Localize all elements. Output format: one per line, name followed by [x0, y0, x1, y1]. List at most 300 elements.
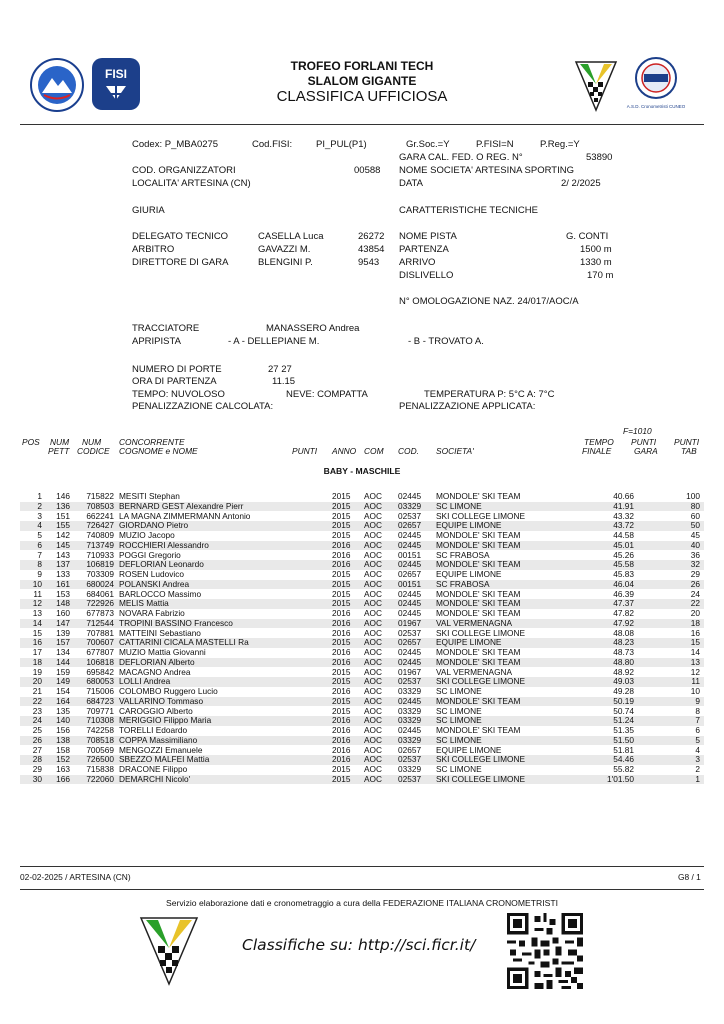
cell-societa: MONDOLE' SKI TEAM	[436, 598, 521, 609]
title-line3: CLASSIFICA UFFICIOSA	[276, 88, 448, 105]
cell-pos: 15	[32, 627, 42, 638]
cell-pett: 166	[56, 773, 70, 784]
cell-codice: 703309	[86, 569, 114, 579]
cell-tempo: 45.26	[613, 549, 634, 560]
delegato-name: CASELLA Luca	[258, 231, 324, 242]
cell-pett: 156	[56, 725, 70, 735]
cell-societa: MONDOLE' SKI TEAM	[436, 695, 521, 706]
cell-com: AOC	[364, 569, 382, 579]
cell-cod: 02657	[398, 744, 422, 755]
cell-punti-tab: 100	[686, 491, 700, 501]
cell-punti-tab: 12	[690, 666, 700, 677]
cell-anno: 2015	[332, 530, 351, 540]
cell-codice: 684061	[86, 588, 114, 599]
cell-pos: 5	[37, 530, 42, 540]
cell-pos: 13	[32, 608, 42, 618]
cell-anno: 2016	[332, 715, 351, 726]
cell-concorrente: BARLOCCO Massimo	[119, 588, 202, 599]
cell-codice: 695842	[86, 666, 114, 677]
cell-punti-tab: 10	[690, 686, 700, 696]
ficr-logo	[574, 58, 618, 112]
cell-pett: 154	[56, 686, 70, 696]
apripista-b: - B - TROVATO A.	[408, 336, 484, 347]
category-title: BABY - MASCHILE	[323, 466, 401, 476]
cell-concorrente: DEMARCHI Nicolo'	[119, 773, 191, 784]
cell-anno: 2016	[332, 754, 351, 765]
cell-pett: 137	[56, 559, 70, 570]
cell-cod: 02445	[398, 608, 422, 618]
cell-pos: 26	[32, 734, 42, 745]
cell-societa: MONDOLE' SKI TEAM	[436, 559, 521, 570]
cell-punti-tab: 22	[690, 598, 700, 609]
cell-cod: 00151	[398, 549, 422, 560]
cell-com: AOC	[364, 559, 382, 570]
cell-codice: 722926	[86, 598, 114, 609]
caratteristiche-heading: CARATTERISTICHE TECNICHE	[399, 205, 538, 216]
cell-tempo: 50.19	[613, 695, 634, 706]
cell-com: AOC	[364, 734, 382, 745]
cell-cod: 02445	[398, 588, 422, 599]
penalizzazione-calcolata: PENALIZZAZIONE CALCOLATA:	[132, 401, 274, 412]
nome-societa: NOME SOCIETA' ARTESINA SPORTING	[399, 165, 574, 176]
cell-anno: 2015	[332, 705, 351, 716]
cell-punti-tab: 4	[695, 744, 700, 755]
temperatura: TEMPERATURA P: 5°C A: 7°C	[424, 389, 555, 400]
table-row	[20, 736, 704, 746]
cell-tempo: 49.28	[613, 686, 634, 696]
cell-societa: EQUIPE LIMONE	[436, 569, 502, 579]
cell-cod: 03329	[398, 705, 422, 716]
cell-pett: 140	[56, 715, 70, 726]
cell-com: AOC	[364, 744, 382, 755]
cell-concorrente: ROCCHIERI Alessandro	[119, 539, 209, 550]
cell-pett: 144	[56, 656, 70, 667]
cell-pos: 22	[32, 695, 42, 706]
cell-pos: 10	[32, 578, 42, 589]
cell-pos: 18	[32, 656, 42, 667]
cell-concorrente: POLANSKI Andrea	[119, 578, 190, 589]
cell-tempo: 50.74	[613, 705, 634, 716]
cell-com: AOC	[364, 539, 382, 550]
cell-tempo: 44.58	[613, 530, 634, 540]
cell-com: AOC	[364, 627, 382, 638]
classifiche-link[interactable]: Classifiche su: http://sci.ficr.it/	[242, 936, 476, 954]
cell-societa: SC LIMONE	[436, 705, 482, 716]
cell-pos: 28	[32, 754, 42, 765]
cell-concorrente: BERNARD GEST Alexandre Pierr	[119, 500, 244, 511]
cell-concorrente: SBEZZO MALFEI Mattia	[119, 754, 210, 765]
cell-punti-tab: 9	[695, 695, 700, 706]
cell-punti-tab: 16	[690, 627, 700, 638]
cell-anno: 2015	[332, 773, 351, 784]
cell-anno: 2016	[332, 549, 351, 560]
cell-pos: 24	[32, 715, 42, 726]
cell-com: AOC	[364, 656, 382, 667]
cell-pett: 151	[56, 510, 70, 521]
nome-pista-label: NOME PISTA	[399, 231, 457, 242]
cell-anno: 2016	[332, 734, 351, 745]
cell-societa: SC FRABOSA	[436, 578, 490, 589]
table-row	[20, 541, 704, 551]
cell-codice: 684723	[86, 695, 114, 706]
cell-com: AOC	[364, 549, 382, 560]
cell-concorrente: MATTEINI Sebastiano	[119, 627, 201, 638]
cell-cod: 02537	[398, 627, 422, 638]
cell-pos: 17	[32, 647, 42, 657]
cell-punti-tab: 50	[690, 520, 700, 531]
cell-punti-tab: 26	[690, 578, 700, 589]
apripista-label: APRIPISTA	[132, 336, 181, 347]
cell-anno: 2016	[332, 656, 351, 667]
cell-cod: 02657	[398, 569, 422, 579]
localita: LOCALITA' ARTESINA (CN)	[132, 178, 251, 189]
cell-codice: 708503	[86, 500, 114, 511]
gara-cal-label: GARA CAL. FED. O REG. N°	[399, 152, 523, 163]
cell-cod: 03329	[398, 686, 422, 696]
cell-societa: SC LIMONE	[436, 734, 482, 745]
cell-anno: 2015	[332, 666, 351, 677]
cell-codice: 710933	[86, 549, 114, 560]
cell-com: AOC	[364, 530, 382, 540]
cell-punti-tab: 14	[690, 647, 700, 657]
header-punti-gara: PUNTI	[631, 437, 657, 447]
cell-tempo: 46.04	[613, 578, 634, 589]
delegato-code: 26272	[358, 231, 385, 242]
cod-org-label: COD. ORGANIZZATORI	[132, 165, 236, 176]
cell-com: AOC	[364, 754, 382, 765]
cell-tempo: 47.92	[613, 617, 634, 628]
cell-com: AOC	[364, 510, 382, 521]
footer-rule	[20, 866, 704, 867]
cod-org-value: 00588	[354, 165, 381, 176]
cell-pos: 25	[32, 725, 42, 735]
direttore-code: 9543	[358, 257, 380, 268]
cell-societa: SC FRABOSA	[436, 549, 490, 560]
cell-com: AOC	[364, 773, 382, 784]
cell-codice: 713749	[86, 539, 114, 550]
cell-concorrente: GIORDANO Pietro	[119, 520, 189, 531]
table-row	[20, 619, 704, 629]
table-row	[20, 697, 704, 707]
qr-code-icon[interactable]	[507, 913, 583, 989]
cell-cod: 02445	[398, 530, 422, 540]
cell-anno: 2015	[332, 520, 351, 531]
footer-date-place: 02-02-2025 / ARTESINA (CN)	[20, 872, 131, 882]
cell-cod: 02657	[398, 637, 422, 648]
cell-codice: 715006	[86, 686, 114, 696]
cell-punti-tab: 45	[690, 530, 700, 540]
p-reg: P.Reg.=Y	[540, 139, 580, 150]
cell-com: AOC	[364, 520, 382, 531]
cell-concorrente: CATTARINI CICALA MASTELLI Ra	[119, 637, 249, 648]
cell-com: AOC	[364, 588, 382, 599]
cell-anno: 2016	[332, 686, 351, 696]
table-row	[20, 775, 704, 785]
cell-tempo: 45.01	[613, 539, 634, 550]
cell-pett: 136	[56, 500, 70, 511]
cell-anno: 2016	[332, 725, 351, 735]
cell-cod: 02657	[398, 520, 422, 531]
cell-cod: 02445	[398, 656, 422, 667]
header-finale: FINALE	[582, 446, 612, 456]
cell-com: AOC	[364, 676, 382, 687]
dislivello-value: 170 m	[587, 270, 614, 281]
cell-societa: SC LIMONE	[436, 715, 482, 726]
cell-tempo: 48.73	[613, 647, 634, 657]
cell-cod: 03329	[398, 734, 422, 745]
direttore-name: BLENGINI P.	[258, 257, 313, 268]
cell-pett: 157	[56, 637, 70, 648]
cell-punti-tab: 7	[695, 715, 700, 726]
cell-com: AOC	[364, 695, 382, 706]
cell-pett: 138	[56, 734, 70, 745]
cell-societa: MONDOLE' SKI TEAM	[436, 491, 521, 501]
cell-tempo: 51.35	[613, 725, 634, 735]
cell-com: AOC	[364, 666, 382, 677]
cell-anno: 2015	[332, 510, 351, 521]
codex: Codex: P_MBA0275	[132, 139, 219, 150]
cell-tempo: 55.82	[613, 764, 634, 774]
cell-tempo: 43.32	[613, 510, 634, 521]
cell-anno: 2015	[332, 578, 351, 589]
cell-pett: 147	[56, 617, 70, 628]
cell-anno: 2015	[332, 500, 351, 511]
cell-tempo: 47.37	[613, 598, 634, 609]
cell-com: AOC	[364, 764, 382, 774]
cell-concorrente: VALLARINO Tommaso	[119, 695, 204, 706]
cell-pos: 2	[37, 500, 42, 511]
dislivello-label: DISLIVELLO	[399, 270, 454, 281]
data-label: DATA	[399, 178, 423, 189]
partenza-label: PARTENZA	[399, 244, 449, 255]
cell-pos: 7	[37, 549, 42, 560]
cell-concorrente: LA MAGNA ZIMMERMANN Antonio	[119, 510, 251, 521]
table-row	[20, 580, 704, 590]
cell-societa: SC LIMONE	[436, 686, 482, 696]
table-row	[20, 658, 704, 668]
header-concorrente: CONCORRENTE	[119, 437, 185, 447]
cell-pett: 160	[56, 608, 70, 618]
cell-tempo: 48.92	[613, 666, 634, 677]
cell-codice: 106818	[86, 656, 114, 667]
header-pett: PETT	[48, 446, 70, 456]
title-line2: SLALOM GIGANTE	[307, 74, 417, 88]
tracciatore-label: TRACCIATORE	[132, 323, 200, 334]
cell-pos: 12	[32, 598, 42, 609]
arrivo-value: 1330 m	[580, 257, 612, 268]
cell-concorrente: MESITI Stephan	[119, 491, 180, 501]
ora-value: 11.15	[272, 376, 296, 387]
cell-punti-tab: 5	[695, 734, 700, 745]
header-num: NUM	[50, 437, 70, 447]
omologazione: N° OMOLOGAZIONE NAZ. 24/017/AOC/A	[399, 296, 579, 307]
cell-pos: 16	[32, 637, 42, 648]
cell-anno: 2015	[332, 588, 351, 599]
cell-societa: SC LIMONE	[436, 764, 482, 774]
cell-tempo: 49.03	[613, 676, 634, 687]
cell-societa: SC LIMONE	[436, 500, 482, 511]
cell-anno: 2016	[332, 744, 351, 755]
cell-societa: VAL VERMENAGNA	[436, 617, 513, 628]
cell-societa: VAL VERMENAGNA	[436, 666, 513, 677]
cell-com: AOC	[364, 715, 382, 726]
cell-pett: 133	[56, 569, 70, 579]
cell-societa: SKI COLLEGE LIMONE	[436, 754, 525, 765]
cell-anno: 2015	[332, 598, 351, 609]
cell-societa: SKI COLLEGE LIMONE	[436, 627, 525, 638]
cell-punti-tab: 60	[690, 510, 700, 521]
cell-pos: 23	[32, 705, 42, 716]
cell-com: AOC	[364, 598, 382, 609]
cell-codice: 740809	[86, 530, 114, 540]
cell-pos: 6	[37, 539, 42, 550]
cell-codice: 677873	[86, 608, 114, 618]
cell-codice: 700569	[86, 744, 114, 755]
gr-soc: Gr.Soc.=Y	[406, 139, 450, 150]
cell-cod: 02445	[398, 695, 422, 706]
cell-codice: 680024	[86, 578, 114, 589]
cell-tempo: 41.91	[613, 500, 634, 511]
cod-fisi-value: PI_PUL(P1)	[316, 139, 367, 150]
cell-cod: 02537	[398, 676, 422, 687]
cell-pett: 146	[56, 491, 70, 501]
cell-pett: 163	[56, 764, 70, 774]
cell-com: AOC	[364, 500, 382, 511]
cell-tempo: 40.66	[613, 491, 634, 501]
cell-cod: 02445	[398, 559, 422, 570]
cell-societa: MONDOLE' SKI TEAM	[436, 530, 521, 540]
cell-tempo: 51.81	[613, 744, 634, 755]
cell-anno: 2015	[332, 491, 351, 501]
cell-codice: 715822	[86, 491, 114, 501]
cod-fisi-label: Cod.FISI:	[252, 139, 293, 150]
p-fisi: P.FISI=N	[476, 139, 514, 150]
tempo-meteo: TEMPO: NUVOLOSO	[132, 389, 225, 400]
cell-pos: 4	[37, 520, 42, 531]
cell-anno: 2016	[332, 647, 351, 657]
cell-punti-tab: 80	[690, 500, 700, 511]
cell-cod: 03329	[398, 764, 422, 774]
header-cognome: COGNOME e NOME	[119, 446, 198, 456]
cell-tempo: 51.24	[613, 715, 634, 726]
cell-tempo: 45.83	[613, 569, 634, 579]
cell-concorrente: ROSEN Ludovico	[119, 569, 185, 579]
cell-pos: 9	[37, 569, 42, 579]
cell-punti-tab: 29	[690, 569, 700, 579]
cell-societa: MONDOLE' SKI TEAM	[436, 656, 521, 667]
cell-pett: 148	[56, 598, 70, 609]
cell-codice: 662241	[86, 510, 114, 521]
cell-pos: 11	[33, 588, 42, 599]
cell-cod: 00151	[398, 578, 422, 589]
cell-com: AOC	[364, 647, 382, 657]
cell-pos: 8	[37, 559, 42, 570]
cell-codice: 710308	[86, 715, 114, 726]
cell-concorrente: DEFLORIAN Leonardo	[119, 559, 204, 570]
cell-pett: 155	[56, 520, 70, 531]
cell-punti-tab: 15	[690, 637, 700, 648]
cell-tempo: 48.23	[613, 637, 634, 648]
footer-page: G8 / 1	[678, 872, 701, 882]
cell-concorrente: DEFLORIAN Alberto	[119, 656, 195, 667]
cell-anno: 2016	[332, 627, 351, 638]
cell-concorrente: POGGI Gregorio	[119, 549, 181, 560]
tracciatore-value: MANASSERO Andrea	[266, 323, 360, 334]
cell-concorrente: MACAGNO Andrea	[119, 666, 191, 677]
cell-codice: 707881	[86, 627, 114, 638]
cell-anno: 2016	[332, 617, 351, 628]
header-com: COM	[364, 446, 384, 456]
cell-societa: MONDOLE' SKI TEAM	[436, 608, 521, 618]
cell-punti-tab: 18	[690, 617, 700, 628]
cell-cod: 02537	[398, 754, 422, 765]
cell-tempo: 1'01.50	[607, 773, 634, 784]
cell-pos: 30	[32, 773, 42, 784]
cell-tempo: 46.39	[613, 588, 634, 599]
apripista-a: - A - DELLEPIANE M.	[228, 336, 320, 347]
cell-com: AOC	[364, 608, 382, 618]
header-tab: TAB	[681, 446, 697, 456]
cell-pos: 14	[32, 617, 42, 628]
cell-cod: 02445	[398, 725, 422, 735]
header-pos: POS	[22, 437, 40, 447]
header-anno: ANNO	[332, 446, 357, 456]
cell-com: AOC	[364, 637, 382, 648]
cell-societa: EQUIPE LIMONE	[436, 637, 502, 648]
cell-codice: 680053	[86, 676, 114, 687]
cell-concorrente: COLOMBO Ruggero Lucio	[119, 686, 218, 696]
cell-tempo: 45.58	[613, 559, 634, 570]
cell-pos: 29	[32, 764, 42, 774]
cell-societa: EQUIPE LIMONE	[436, 520, 502, 531]
cell-concorrente: TORELLI Edoardo	[119, 725, 188, 735]
cell-cod: 03329	[398, 715, 422, 726]
cell-societa: SKI COLLEGE LIMONE	[436, 676, 525, 687]
cell-tempo: 54.46	[613, 754, 634, 765]
table-row	[20, 502, 704, 512]
cell-cod: 02445	[398, 647, 422, 657]
header-punti-tab: PUNTI	[674, 437, 700, 447]
cell-pos: 20	[32, 676, 42, 687]
arbitro-code: 43854	[358, 244, 385, 255]
cell-pos: 27	[32, 744, 42, 755]
header-punti: PUNTI	[292, 446, 318, 456]
logo-right2-text: A.S.D. Cronometristi CUNEO	[626, 104, 686, 109]
arbitro-label: ARBITRO	[132, 244, 175, 255]
cell-pos: 3	[37, 510, 42, 521]
cell-anno: 2015	[332, 676, 351, 687]
cell-codice: 712544	[86, 617, 114, 628]
cell-pett: 152	[56, 754, 70, 765]
cell-anno: 2015	[332, 764, 351, 774]
header-num2: NUM	[82, 437, 102, 447]
cell-pett: 143	[56, 549, 70, 560]
ficr-footer-logo	[138, 912, 200, 986]
cell-com: AOC	[364, 686, 382, 696]
partenza-value: 1500 m	[580, 244, 612, 255]
cell-pett: 161	[56, 578, 70, 589]
porte-label: NUMERO DI PORTE	[132, 364, 222, 375]
cell-pett: 153	[56, 588, 70, 599]
cell-punti-tab: 13	[690, 656, 700, 667]
cell-cod: 02445	[398, 539, 422, 550]
cell-concorrente: LOLLI Andrea	[119, 676, 171, 687]
cell-codice: 106819	[86, 559, 114, 570]
footer-service: Servizio elaborazione dati e cronometraggio a cura della FEDERAZIONE ITALIANA CRONOMETRISTI	[166, 898, 558, 908]
cell-anno: 2015	[332, 569, 351, 579]
cell-punti-tab: 1	[695, 773, 700, 784]
header-cod: COD.	[398, 446, 419, 456]
